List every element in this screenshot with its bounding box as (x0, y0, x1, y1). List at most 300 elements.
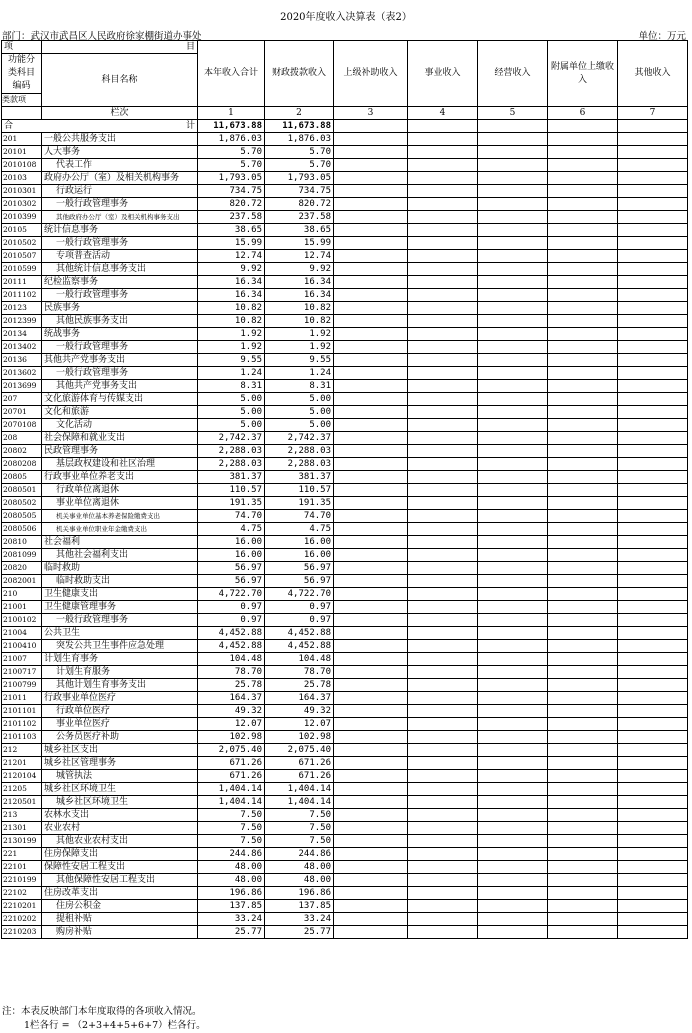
row-empty-cell (478, 757, 548, 770)
row-empty-cell (408, 796, 478, 809)
row-total-income: 5.00 (198, 406, 265, 419)
row-code: 20103 (2, 172, 42, 185)
row-total-income: 48.00 (198, 861, 265, 874)
row-code: 2100102 (2, 614, 42, 627)
table-row (2, 211, 688, 224)
row-empty-cell (548, 835, 618, 848)
row-empty-cell (408, 744, 478, 757)
row-subject-name: 其他统计信息事务支出 (56, 264, 147, 274)
row-empty-cell (408, 302, 478, 315)
row-code: 2210203 (2, 926, 42, 939)
row-total-income: 191.35 (198, 497, 265, 510)
row-empty-cell (548, 718, 618, 731)
row-fiscal-income: 16.00 (265, 536, 334, 549)
row-code: 207 (2, 393, 42, 406)
row-fiscal-income: 1.92 (265, 341, 334, 354)
table-row (2, 276, 688, 289)
table-row (2, 263, 688, 276)
row-empty-cell (408, 562, 478, 575)
row-subject-name: 计划生育服务 (56, 667, 111, 677)
row-total-income: 1.92 (198, 328, 265, 341)
row-subject-name: 一般行政管理事务 (56, 290, 129, 300)
row-empty-cell (548, 575, 618, 588)
row-empty-cell (334, 484, 408, 497)
row-empty-cell (334, 289, 408, 302)
row-subject-name: 一般行政管理事务 (56, 342, 129, 352)
row-fiscal-income: 15.99 (265, 237, 334, 250)
row-empty-cell (334, 432, 408, 445)
row-empty-cell (334, 328, 408, 341)
row-empty-cell (408, 133, 478, 146)
row-empty-cell (548, 887, 618, 900)
row-empty-cell (618, 783, 688, 796)
row-empty-cell (548, 484, 618, 497)
row-empty-cell (478, 653, 548, 666)
row-empty-cell (408, 146, 478, 159)
row-subject-name: 机关事业单位职业年金缴费支出 (56, 525, 147, 533)
row-empty-cell (408, 770, 478, 783)
row-code: 2010302 (2, 198, 42, 211)
table-row (2, 458, 688, 471)
row-empty-cell (618, 614, 688, 627)
row-empty-cell (548, 796, 618, 809)
header-col-4: 事业收入 (408, 41, 478, 107)
row-total-income: 5.00 (198, 393, 265, 406)
row-total-income: 1.24 (198, 367, 265, 380)
row-empty-cell (548, 367, 618, 380)
row-empty-cell (334, 848, 408, 861)
row-empty-cell (618, 471, 688, 484)
table-row (2, 536, 688, 549)
row-empty-cell (548, 224, 618, 237)
row-code: 2082001 (2, 575, 42, 588)
row-empty-cell (334, 666, 408, 679)
row-subject-name: 公务员医疗补助 (56, 732, 120, 742)
row-empty-cell (478, 887, 548, 900)
row-code: 2010108 (2, 159, 42, 172)
header-col-1: 本年收入合计 (198, 41, 265, 107)
row-empty-cell (334, 250, 408, 263)
row-empty-cell (618, 926, 688, 939)
row-empty-cell (334, 692, 408, 705)
row-fiscal-income: 4,722.70 (265, 588, 334, 601)
row-total-income: 16.00 (198, 549, 265, 562)
table-row (2, 133, 688, 146)
row-empty-cell (548, 601, 618, 614)
table-row (2, 432, 688, 445)
row-empty-cell (478, 211, 548, 224)
row-empty-cell (478, 419, 548, 432)
row-empty-cell (334, 380, 408, 393)
row-empty-cell (548, 185, 618, 198)
row-empty-cell (618, 653, 688, 666)
row-empty-cell (548, 536, 618, 549)
row-empty-cell (618, 328, 688, 341)
row-subject-name: 临时救助 (44, 563, 81, 573)
table-row (2, 731, 688, 744)
row-code: 2070108 (2, 419, 42, 432)
row-empty-cell (618, 536, 688, 549)
row-subject-name: 文化旅游体育与传媒支出 (44, 394, 144, 404)
row-empty-cell (478, 627, 548, 640)
row-code: 2100799 (2, 679, 42, 692)
row-empty-cell (478, 263, 548, 276)
row-code: 2010599 (2, 263, 42, 276)
row-empty-cell (478, 445, 548, 458)
row-total-income: 4,452.88 (198, 627, 265, 640)
row-empty-cell (478, 861, 548, 874)
row-empty-cell (408, 926, 478, 939)
row-empty-cell (478, 718, 548, 731)
row-empty-cell (478, 523, 548, 536)
row-empty-cell (408, 627, 478, 640)
row-empty-cell (478, 575, 548, 588)
row-empty-cell (334, 653, 408, 666)
row-fiscal-income: 110.57 (265, 484, 334, 497)
table-row (2, 601, 688, 614)
row-empty-cell (408, 614, 478, 627)
row-subject-name: 提租补贴 (56, 914, 93, 924)
row-empty-cell (548, 926, 618, 939)
row-empty-cell (334, 354, 408, 367)
table-row (2, 679, 688, 692)
lanci-label: 栏次 (42, 107, 198, 120)
row-empty-cell (618, 848, 688, 861)
row-code: 2080501 (2, 484, 42, 497)
row-empty-cell (548, 757, 618, 770)
row-empty-cell (618, 913, 688, 926)
row-total-income: 671.26 (198, 770, 265, 783)
row-empty-cell (334, 614, 408, 627)
row-code: 21007 (2, 653, 42, 666)
row-total-income: 137.85 (198, 900, 265, 913)
row-empty-cell (408, 809, 478, 822)
col-num-4: 4 (408, 107, 478, 120)
table-row (2, 848, 688, 861)
row-total-income: 7.50 (198, 835, 265, 848)
row-empty-cell (408, 588, 478, 601)
row-subject-name: 保障性安居工程支出 (44, 862, 126, 872)
row-empty-cell (334, 900, 408, 913)
total-label-he: 合 (4, 121, 14, 131)
row-fiscal-income: 4,452.88 (265, 627, 334, 640)
row-fiscal-income: 10.82 (265, 302, 334, 315)
row-empty-cell (478, 289, 548, 302)
row-total-income: 1.92 (198, 341, 265, 354)
row-empty-cell (618, 354, 688, 367)
header-lei: 类 (2, 95, 10, 104)
row-empty-cell (334, 887, 408, 900)
row-total-income: 10.82 (198, 302, 265, 315)
row-subject-name: 公共卫生 (44, 628, 81, 638)
row-empty-cell (478, 874, 548, 887)
row-empty-cell (548, 471, 618, 484)
row-fiscal-income: 1,793.05 (265, 172, 334, 185)
row-subject-name: 其他农业农村支出 (56, 836, 129, 846)
row-subject-name: 购房补贴 (56, 927, 93, 937)
row-fiscal-income: 5.70 (265, 146, 334, 159)
row-empty-cell (548, 341, 618, 354)
row-empty-cell (618, 484, 688, 497)
row-empty-cell (478, 341, 548, 354)
column-number-row (2, 107, 688, 120)
row-empty-cell (408, 575, 478, 588)
row-total-income: 1,793.05 (198, 172, 265, 185)
row-empty-cell (408, 679, 478, 692)
row-empty-cell (618, 458, 688, 471)
header-col-5: 经营收入 (478, 41, 548, 107)
row-empty-cell (548, 406, 618, 419)
row-empty-cell (478, 471, 548, 484)
table-row (2, 484, 688, 497)
row-code: 2210202 (2, 913, 42, 926)
unit-label: 单位：万元 (638, 31, 686, 42)
row-fiscal-income: 671.26 (265, 770, 334, 783)
row-total-income: 78.70 (198, 666, 265, 679)
row-fiscal-income: 78.70 (265, 666, 334, 679)
row-total-income: 244.86 (198, 848, 265, 861)
row-empty-cell (548, 237, 618, 250)
row-empty-cell (618, 562, 688, 575)
row-fiscal-income: 1,404.14 (265, 783, 334, 796)
row-code: 20101 (2, 146, 42, 159)
row-empty-cell (548, 302, 618, 315)
row-empty-cell (408, 783, 478, 796)
row-total-income: 237.58 (198, 211, 265, 224)
row-fiscal-income: 381.37 (265, 471, 334, 484)
row-empty-cell (334, 588, 408, 601)
row-empty-cell (478, 380, 548, 393)
row-empty-cell (548, 419, 618, 432)
col-num-3: 3 (334, 107, 408, 120)
row-empty-cell (618, 224, 688, 237)
row-empty-cell (618, 900, 688, 913)
row-empty-cell (618, 809, 688, 822)
row-empty-cell (408, 848, 478, 861)
row-fiscal-income: 2,288.03 (265, 458, 334, 471)
row-total-income: 49.32 (198, 705, 265, 718)
table-row (2, 718, 688, 731)
table-row (2, 510, 688, 523)
row-empty-cell (334, 705, 408, 718)
row-fiscal-income: 12.74 (265, 250, 334, 263)
row-empty-cell (548, 783, 618, 796)
row-subject-name: 农业农村 (44, 823, 81, 833)
row-total-income: 671.26 (198, 757, 265, 770)
row-total-income: 15.99 (198, 237, 265, 250)
row-subject-name: 其他计划生育事务支出 (56, 680, 147, 690)
row-subject-name: 住房改革支出 (44, 888, 99, 898)
row-empty-cell (334, 211, 408, 224)
row-subject-name: 一般行政管理事务 (56, 199, 129, 209)
row-empty-cell (334, 315, 408, 328)
col-num-6: 6 (548, 107, 618, 120)
row-empty-cell (408, 523, 478, 536)
row-empty-cell (478, 146, 548, 159)
row-fiscal-income: 16.00 (265, 549, 334, 562)
row-total-income: 820.72 (198, 198, 265, 211)
row-fiscal-income: 56.97 (265, 562, 334, 575)
row-code: 2101101 (2, 705, 42, 718)
row-code: 21201 (2, 757, 42, 770)
row-empty-cell (478, 159, 548, 172)
row-empty-cell (548, 614, 618, 627)
row-empty-cell (478, 133, 548, 146)
table-row (2, 666, 688, 679)
row-code: 2081099 (2, 549, 42, 562)
row-empty-cell (334, 172, 408, 185)
row-empty-cell (408, 406, 478, 419)
row-empty-cell (618, 133, 688, 146)
row-total-income: 12.07 (198, 718, 265, 731)
header-row-1 (2, 41, 688, 54)
row-empty-cell (408, 159, 478, 172)
row-fiscal-income: 74.70 (265, 510, 334, 523)
row-code: 2080502 (2, 497, 42, 510)
row-code: 2100717 (2, 666, 42, 679)
table-row (2, 315, 688, 328)
row-code: 2120501 (2, 796, 42, 809)
table-row (2, 497, 688, 510)
row-code: 20134 (2, 328, 42, 341)
row-empty-cell (478, 198, 548, 211)
row-empty-cell (478, 328, 548, 341)
row-empty-cell (618, 393, 688, 406)
row-subject-name: 卫生健康管理事务 (44, 602, 117, 612)
row-empty-cell (408, 861, 478, 874)
row-empty-cell (548, 445, 618, 458)
row-empty-cell (618, 419, 688, 432)
row-subject-name: 民政管理事务 (44, 446, 99, 456)
row-empty-cell (618, 744, 688, 757)
row-fiscal-income: 671.26 (265, 757, 334, 770)
row-code: 21011 (2, 692, 42, 705)
table-row (2, 367, 688, 380)
row-code: 2012399 (2, 315, 42, 328)
row-empty-cell (548, 809, 618, 822)
row-code: 208 (2, 432, 42, 445)
row-empty-cell (408, 887, 478, 900)
row-empty-cell (618, 835, 688, 848)
row-empty-cell (478, 367, 548, 380)
row-total-income: 16.34 (198, 289, 265, 302)
table-row (2, 289, 688, 302)
row-empty-cell (618, 198, 688, 211)
table-row (2, 341, 688, 354)
row-empty-cell (618, 601, 688, 614)
row-fiscal-income: 4.75 (265, 523, 334, 536)
row-empty-cell (478, 536, 548, 549)
row-total-income: 734.75 (198, 185, 265, 198)
row-empty-cell (478, 237, 548, 250)
table-row (2, 575, 688, 588)
row-empty-cell (334, 445, 408, 458)
row-empty-cell (478, 588, 548, 601)
row-code: 2101103 (2, 731, 42, 744)
row-empty-cell (478, 484, 548, 497)
row-code: 2210201 (2, 900, 42, 913)
row-fiscal-income: 7.50 (265, 835, 334, 848)
row-fiscal-income: 2,288.03 (265, 445, 334, 458)
header-subject-name: 科目名称 (42, 54, 198, 107)
row-empty-cell (478, 731, 548, 744)
row-empty-cell (548, 666, 618, 679)
row-code: 2080505 (2, 510, 42, 523)
row-empty-cell (478, 549, 548, 562)
row-fiscal-income: 244.86 (265, 848, 334, 861)
row-empty-cell (548, 640, 618, 653)
row-empty-cell (334, 809, 408, 822)
header-col-2: 财政拨款收入 (265, 41, 334, 107)
row-code: 20105 (2, 224, 42, 237)
row-subject-name: 城管执法 (56, 771, 93, 781)
row-fiscal-income: 137.85 (265, 900, 334, 913)
row-empty-cell (334, 471, 408, 484)
row-fiscal-income: 25.77 (265, 926, 334, 939)
row-empty-cell (548, 510, 618, 523)
row-fiscal-income: 48.00 (265, 874, 334, 887)
row-empty-cell (618, 887, 688, 900)
row-code: 20111 (2, 276, 42, 289)
row-code: 22101 (2, 861, 42, 874)
table-row (2, 406, 688, 419)
row-code: 2010399 (2, 211, 42, 224)
row-empty-cell (548, 380, 618, 393)
footnote-2: 1栏各行 = （2+3+4+5+6+7）栏各行。 (24, 1020, 206, 1031)
row-empty-cell (408, 705, 478, 718)
row-empty-cell (478, 614, 548, 627)
row-empty-cell (408, 653, 478, 666)
row-empty-cell (548, 250, 618, 263)
table-row (2, 796, 688, 809)
row-fiscal-income: 164.37 (265, 692, 334, 705)
row-empty-cell (478, 172, 548, 185)
table-row (2, 692, 688, 705)
row-fiscal-income: 16.34 (265, 289, 334, 302)
row-subject-name: 其他保障性安居工程支出 (56, 875, 156, 885)
row-subject-name: 行政事业单位医疗 (44, 693, 117, 703)
row-code: 20820 (2, 562, 42, 575)
row-empty-cell (334, 913, 408, 926)
row-code: 2210199 (2, 874, 42, 887)
row-empty-cell (478, 705, 548, 718)
row-empty-cell (408, 250, 478, 263)
row-empty-cell (408, 380, 478, 393)
row-subject-name: 基层政权建设和社区治理 (56, 459, 156, 469)
row-empty-cell (408, 172, 478, 185)
row-subject-name: 统战事务 (44, 329, 81, 339)
row-empty-cell (408, 471, 478, 484)
row-total-income: 25.77 (198, 926, 265, 939)
table-row (2, 185, 688, 198)
row-code: 2010502 (2, 237, 42, 250)
table-row (2, 874, 688, 887)
row-empty-cell (478, 666, 548, 679)
row-empty-cell (548, 198, 618, 211)
row-empty-cell (408, 835, 478, 848)
row-empty-cell (618, 770, 688, 783)
row-empty-cell (618, 575, 688, 588)
row-code: 20136 (2, 354, 42, 367)
row-empty-cell (618, 822, 688, 835)
row-empty-cell (334, 783, 408, 796)
row-subject-name: 行政单位离退休 (56, 485, 120, 495)
row-fiscal-income: 1.92 (265, 328, 334, 341)
row-subject-name: 农林水支出 (44, 810, 90, 820)
row-fiscal-income: 1.24 (265, 367, 334, 380)
row-subject-name: 其他社会福利支出 (56, 550, 129, 560)
row-fiscal-income: 5.00 (265, 406, 334, 419)
